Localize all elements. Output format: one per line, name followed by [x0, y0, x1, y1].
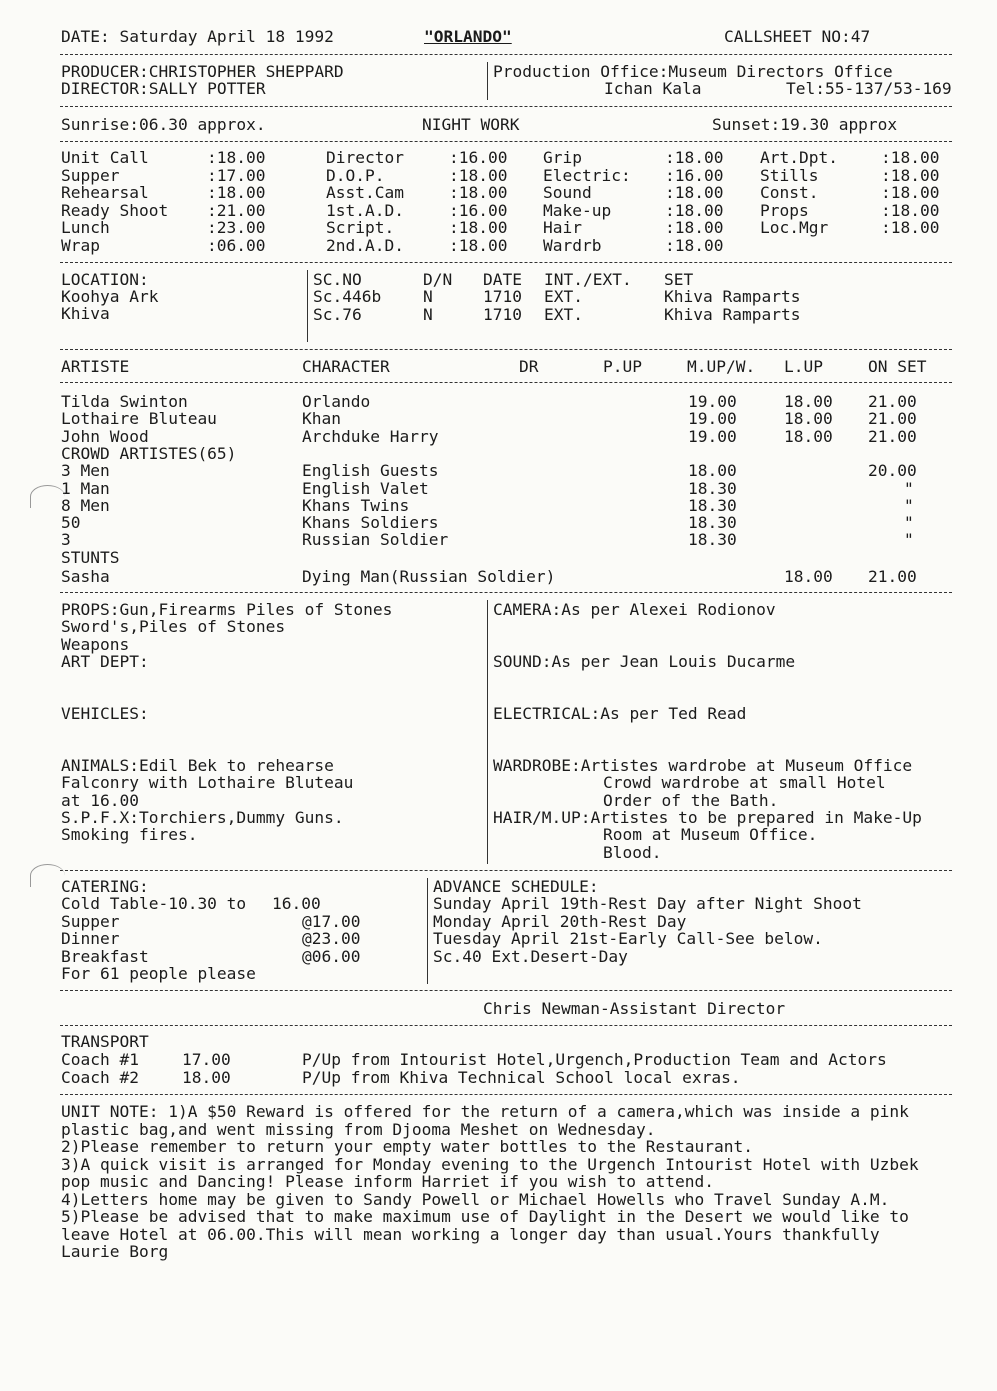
scene-cell: 1710 [483, 287, 522, 306]
cast-onset-time: " [904, 495, 914, 515]
divider [60, 990, 952, 991]
advance-line: Sc.40 Ext.Desert-Day [433, 946, 628, 966]
cast-character: English Valet [302, 478, 429, 498]
advance-line: Monday April 20th-Rest Day [433, 911, 687, 931]
call-role: Sound [543, 183, 592, 203]
scene-cell: N [423, 304, 433, 324]
department-line: CAMERA:As per Alexei Rodionov [493, 600, 776, 619]
department-line: ART DEPT: [61, 652, 149, 671]
department-line: Blood. [603, 843, 662, 862]
call-role: Const. [760, 183, 819, 203]
cast-makeup-time: 19.00 [688, 392, 737, 411]
transport-pickup: P/Up from Intourist Hotel,Urgench,Production Team and Actors [302, 1050, 887, 1069]
department-line: ELECTRICAL:As per Ted Read [493, 704, 747, 723]
unit-note-line: 5)Please be advised that to make maximum use of Daylight in the Desert we would like to [61, 1207, 909, 1226]
scene-header-date: DATE [483, 270, 522, 289]
call-time: :06.00 [207, 236, 266, 255]
call-role: 1st.A.D. [326, 200, 404, 220]
location-label: LOCATION: [61, 270, 149, 289]
catering-item: Supper [61, 911, 120, 931]
divider [60, 141, 952, 142]
divider [60, 349, 952, 350]
cast-onset-time: 21.00 [868, 426, 917, 446]
scene-cell: Sc.446b [313, 287, 382, 306]
transport-time: 17.00 [182, 1050, 231, 1069]
call-time: :18.00 [665, 183, 724, 203]
catering-item: Dinner [61, 929, 120, 949]
department-line: Room at Museum Office. [603, 825, 818, 844]
catering-item: Cold Table-10.30 to [61, 894, 247, 913]
call-role: Supper [61, 165, 120, 185]
cast-header-artiste: ARTISTE [61, 357, 130, 376]
callsheet-date: DATE: Saturday April 18 1992 [61, 27, 334, 46]
call-role: Wardrb [543, 236, 602, 255]
department-line: SOUND:As per Jean Louis Ducarme [493, 652, 796, 671]
unit-note-line: UNIT NOTE: 1)A $50 Reward is offered for the return of a camera,which was inside a pink [61, 1102, 909, 1121]
call-role: Rehearsal [61, 183, 149, 203]
cast-artiste: 8 Men [61, 495, 110, 515]
cast-character: Khans Soldiers [302, 513, 439, 533]
call-time: :18.00 [449, 218, 508, 238]
call-role: Director [326, 148, 404, 167]
cast-artiste: Tilda Swinton [61, 392, 188, 411]
scene-header-scno: SC.NO [313, 270, 362, 289]
cast-onset-time: " [904, 478, 914, 498]
catering-label: CATERING: [61, 877, 149, 896]
cast-header-lup: L.UP [784, 357, 823, 376]
production-title: "ORLANDO" [424, 27, 512, 46]
cast-character: Orlando [302, 392, 371, 411]
work-type: NIGHT WORK [422, 115, 520, 134]
department-line: ANIMALS:Edil Bek to rehearse [61, 756, 334, 775]
department-line: WARDROBE:Artistes wardrobe at Museum Office [493, 756, 913, 775]
cast-onset-time: 21.00 [868, 566, 917, 586]
cast-onset-time: 21.00 [868, 392, 917, 411]
department-line: at 16.00 [61, 791, 139, 810]
cast-character: Russian Soldier [302, 530, 449, 550]
call-time: :18.00 [881, 165, 940, 185]
vertical-divider [487, 62, 488, 100]
call-time: :18.00 [881, 183, 940, 203]
catering-item: Breakfast [61, 946, 149, 966]
department-line: Crowd wardrobe at small Hotel [603, 773, 886, 792]
cast-makeup-time: 18.30 [688, 478, 737, 498]
call-role: Asst.Cam [326, 183, 404, 203]
transport-time: 18.00 [182, 1067, 231, 1087]
cast-character: English Guests [302, 461, 439, 481]
divider [60, 262, 952, 263]
scene-header-intext: INT./EXT. [544, 270, 632, 289]
divider [60, 106, 952, 107]
catering-time: @17.00 [302, 911, 361, 931]
call-time: :23.00 [207, 218, 266, 238]
divider [60, 1094, 952, 1095]
cast-lineup-time: 18.00 [784, 409, 833, 429]
department-line: Sword's,Piles of Stones [61, 617, 286, 636]
call-role: Hair [543, 218, 582, 238]
department-line: S.P.F.X:Torchiers,Dummy Guns. [61, 808, 344, 827]
cast-makeup-time: 18.30 [688, 530, 737, 550]
call-role: Art.Dpt. [760, 148, 838, 167]
cast-artiste: 50 [61, 513, 81, 533]
call-time: :16.00 [449, 200, 508, 220]
punch-hole [30, 864, 65, 887]
department-line: Falconry with Lothaire Bluteau [61, 773, 354, 792]
producer: PRODUCER:CHRISTOPHER SHEPPARD [61, 62, 344, 81]
divider [60, 1025, 952, 1026]
unit-note-line: 2)Please remember to return your empty water bottles to the Restaurant. [61, 1137, 753, 1156]
unit-note-line: leave Hotel at 06.00.This will mean working a longer day than usual.Yours thankfully [61, 1224, 880, 1244]
department-line: VEHICLES: [61, 704, 149, 723]
cast-header-mup: M.UP/W. [687, 357, 756, 376]
call-role: Script. [326, 218, 395, 238]
call-time: :18.00 [665, 200, 724, 220]
cast-makeup-time: 19.00 [688, 426, 737, 446]
cast-character: Dying Man(Russian Soldier) [302, 566, 556, 586]
unit-note-line: plastic bag,and went missing from Djooma Meshet on Wednesday. [61, 1119, 656, 1139]
unit-note-line: pop music and Dancing! Please inform Harriet if you wish to attend. [61, 1172, 714, 1191]
cast-artiste: Lothaire Bluteau [61, 409, 217, 429]
scene-header-dn: D/N [423, 270, 453, 289]
call-role: Props [760, 200, 809, 220]
call-role: Make-up [543, 200, 612, 220]
call-time: :18.00 [665, 236, 724, 255]
cast-artiste: 3 Men [61, 461, 110, 481]
call-time: :16.00 [665, 165, 724, 185]
cast-lineup-time: 18.00 [784, 392, 833, 411]
call-time: :17.00 [207, 165, 266, 185]
transport-coach: Coach #1 [61, 1050, 139, 1069]
divider [60, 592, 952, 593]
cast-artiste: 3 [61, 530, 71, 550]
call-role: Unit Call [61, 148, 149, 167]
department-line: Weapons [61, 635, 130, 654]
cast-artiste: Sasha [61, 566, 110, 586]
cast-onset-time: 20.00 [868, 461, 917, 481]
transport-pickup: P/Up from Khiva Technical School local exras. [302, 1067, 741, 1087]
cast-makeup-time: 18.30 [688, 513, 737, 533]
cast-header-character: CHARACTER [302, 357, 390, 376]
cast-artiste: John Wood [61, 426, 149, 446]
catering-time: 16.00 [272, 894, 321, 913]
call-time: :18.00 [881, 218, 940, 238]
transport-coach: Coach #2 [61, 1067, 139, 1087]
divider [60, 54, 952, 55]
cast-makeup-time: 18.30 [688, 495, 737, 515]
transport-label: TRANSPORT [61, 1032, 149, 1051]
cast-lineup-time: 18.00 [784, 426, 833, 446]
scene-cell: Khiva Ramparts [664, 304, 801, 324]
call-time: :18.00 [881, 200, 940, 220]
unit-note-line: 4)Letters home may be given to Sandy Powell or Michael Howells who Travel Sunday A.M. [61, 1189, 890, 1209]
location-line: Koohya Ark [61, 287, 159, 306]
production-office: Production Office:Museum Directors Office [493, 62, 893, 81]
call-time: :18.00 [665, 148, 724, 167]
cast-makeup-time: 19.00 [688, 409, 737, 429]
call-role: Grip [543, 148, 582, 167]
office-telephone: Tel:55-137/53-169 [786, 79, 952, 98]
cast-artiste: STUNTS [61, 547, 120, 567]
cast-lineup-time: 18.00 [784, 566, 833, 586]
call-time: :18.00 [449, 236, 508, 255]
unit-note-line: 3)A quick visit is arranged for Monday evening to the Urgench Intourist Hotel with Uzbek [61, 1154, 919, 1174]
advance-line: Sunday April 19th-Rest Day after Night Shoot [433, 894, 862, 913]
call-role: Ready Shoot [61, 200, 169, 220]
call-role: Loc.Mgr [760, 218, 829, 238]
call-time: :18.00 [449, 165, 508, 185]
catering-time: @06.00 [302, 946, 361, 966]
advance-label: ADVANCE SCHEDULE: [433, 877, 599, 896]
department-line: HAIR/M.UP:Artistes to be prepared in Make-Up [493, 808, 922, 827]
cast-onset-time: 21.00 [868, 409, 917, 429]
scene-cell: 1710 [483, 304, 522, 324]
cast-onset-time: " [904, 530, 914, 550]
call-time: :18.00 [665, 218, 724, 238]
call-time: :18.00 [881, 148, 940, 167]
call-time: :16.00 [449, 148, 508, 167]
call-time: :18.00 [449, 183, 508, 203]
vertical-divider [427, 878, 428, 984]
director: DIRECTOR:SALLY POTTER [61, 79, 266, 98]
call-role: Stills [760, 165, 819, 185]
department-line: Order of the Bath. [603, 791, 779, 810]
vertical-divider [307, 270, 308, 342]
punch-hole [30, 485, 65, 508]
cast-artiste: 1 Man [61, 478, 110, 498]
cast-character: Khan [302, 409, 341, 429]
call-role: Lunch [61, 218, 110, 238]
cast-makeup-time: 18.00 [688, 461, 737, 481]
callsheet-number: CALLSHEET NO:47 [724, 27, 871, 46]
call-time: :18.00 [207, 183, 266, 203]
call-role: 2nd.A.D. [326, 236, 404, 255]
divider [60, 382, 952, 383]
scene-cell: EXT. [544, 304, 583, 324]
signoff: Chris Newman-Assistant Director [483, 999, 786, 1018]
sunrise: Sunrise:06.30 approx. [61, 115, 266, 134]
cast-header-pup: P.UP [603, 357, 642, 376]
divider [60, 870, 952, 871]
advance-line: Tuesday April 21st-Early Call-See below. [433, 929, 823, 949]
scene-header-set: SET [664, 270, 694, 289]
call-time: :21.00 [207, 200, 266, 220]
sunset: Sunset:19.30 approx [712, 115, 898, 134]
scene-cell: N [423, 287, 433, 306]
vertical-divider [487, 600, 488, 864]
unit-note-line: Laurie Borg [61, 1242, 169, 1261]
scene-cell: EXT. [544, 287, 583, 306]
catering-time: @23.00 [302, 929, 361, 949]
cast-artiste: CROWD ARTISTES(65) [61, 443, 237, 463]
call-role: D.O.P. [326, 165, 385, 185]
call-role: Wrap [61, 236, 100, 255]
cast-header-onset: ON SET [868, 357, 927, 376]
cast-character: Khans Twins [302, 495, 410, 515]
catering-item: For 61 people please [61, 964, 256, 984]
office-location: Ichan Kala [604, 79, 702, 98]
department-line: Smoking fires. [61, 825, 198, 844]
scene-cell: Khiva Ramparts [664, 287, 801, 306]
cast-onset-time: " [904, 513, 914, 533]
call-time: :18.00 [207, 148, 266, 167]
cast-header-dr: DR [519, 357, 539, 376]
scene-cell: Sc.76 [313, 304, 362, 324]
call-role: Electric: [543, 165, 631, 185]
location-line: Khiva [61, 304, 110, 323]
department-line: PROPS:Gun,Firearms Piles of Stones [61, 600, 393, 619]
cast-character: Archduke Harry [302, 426, 439, 446]
